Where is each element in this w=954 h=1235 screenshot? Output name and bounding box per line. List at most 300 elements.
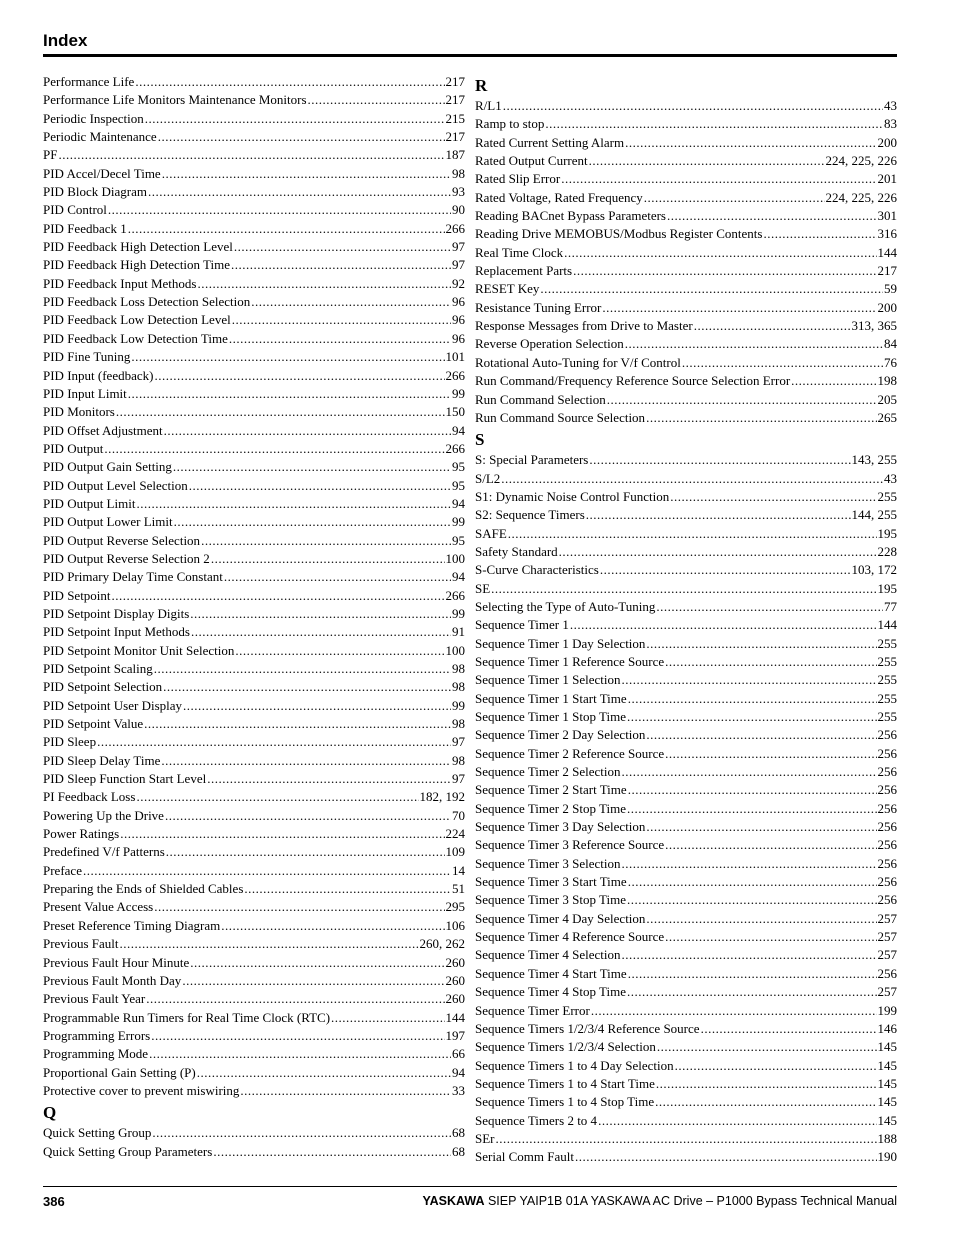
index-entry <box>43 917 465 935</box>
index-pages: 97 <box>452 771 465 787</box>
index-pages: 83 <box>884 116 897 132</box>
index-pages: 266 <box>445 220 465 236</box>
dot-leader <box>182 972 444 990</box>
index-term: PID Feedback High Detection Time <box>43 257 231 273</box>
index-term: Quick Setting Group Parameters <box>43 1143 213 1159</box>
index-pages: 103, 172 <box>851 562 897 578</box>
index-term: SE <box>475 580 491 596</box>
index-term: Safety Standard <box>475 543 558 559</box>
dot-leader <box>197 275 451 293</box>
index-entry <box>475 207 897 225</box>
index-pages: 96 <box>452 330 465 346</box>
index-entry <box>43 880 465 898</box>
dot-leader <box>148 183 451 201</box>
index-pages: 144, 255 <box>851 507 897 523</box>
index-entry <box>475 225 897 243</box>
index-entry <box>43 367 465 385</box>
dot-leader <box>104 440 444 458</box>
index-pages: 255 <box>877 488 897 504</box>
index-entry <box>475 317 897 335</box>
index-term: PI Feedback Loss <box>43 789 136 805</box>
index-pages: 224, 225, 226 <box>825 153 897 169</box>
index-entry <box>475 653 897 671</box>
index-pages: 99 <box>452 385 465 401</box>
index-term: Sequence Timer 1 Stop Time <box>475 709 626 724</box>
index-term: Periodic Inspection <box>43 110 144 126</box>
index-pages: 101 <box>445 349 465 365</box>
index-pages: 144 <box>877 617 897 633</box>
index-pages: 256 <box>877 837 897 853</box>
index-term: PID Input (feedback) <box>43 367 154 383</box>
index-pages: 76 <box>884 354 897 370</box>
index-pages: 14 <box>452 862 465 878</box>
index-term: PID Sleep Delay Time <box>43 752 161 768</box>
index-pages: 99 <box>452 605 465 621</box>
index-entry <box>43 293 465 311</box>
dot-leader <box>154 660 451 678</box>
index-term: PID Setpoint Monitor Unit Selection <box>43 642 235 658</box>
dot-leader <box>165 807 451 825</box>
index-pages: 256 <box>877 782 897 798</box>
index-entry <box>43 678 465 696</box>
index-entry <box>43 311 465 329</box>
index-pages: 256 <box>877 874 897 890</box>
dot-leader <box>173 458 451 476</box>
index-term: PID Monitors <box>43 404 115 420</box>
index-pages: 43 <box>884 470 897 486</box>
dot-leader <box>646 910 876 928</box>
index-pages: 145 <box>877 1057 897 1073</box>
index-pages: 70 <box>452 807 465 823</box>
index-term: PID Output Gain Setting <box>43 459 172 475</box>
index-entry <box>43 715 465 733</box>
footer-brand: YASKAWA <box>422 1194 485 1208</box>
index-term: Sequence Timers 1 to 4 Day Selection <box>475 1057 674 1073</box>
index-entry <box>43 440 465 458</box>
index-entry <box>475 708 897 726</box>
index-pages: 145 <box>877 1039 897 1055</box>
index-pages: 257 <box>877 947 897 963</box>
index-entries-p <box>43 73 465 1100</box>
dot-leader <box>665 653 876 671</box>
index-entry <box>43 954 465 972</box>
dot-leader <box>131 348 444 366</box>
dot-leader <box>682 354 883 372</box>
index-term: Sequence Timer 4 Selection <box>475 947 621 963</box>
index-term: PID Fine Tuning <box>43 349 131 365</box>
index-pages: 95 <box>452 459 465 475</box>
index-term: Predefined V/f Patterns <box>43 844 165 860</box>
index-entry <box>43 862 465 880</box>
index-term: Sequence Timer 1 Day Selection <box>475 635 646 651</box>
index-pages: 96 <box>452 294 465 310</box>
dot-leader <box>221 917 444 935</box>
index-entries-s <box>475 451 897 1166</box>
index-entry <box>475 818 897 836</box>
dot-leader <box>234 238 451 256</box>
index-pages: 66 <box>452 1046 465 1062</box>
index-pages: 266 <box>445 440 465 456</box>
index-term: Sequence Timer 2 Day Selection <box>475 727 646 743</box>
index-term: Run Command Selection <box>475 391 606 407</box>
index-term: Ramp to stop <box>475 116 545 132</box>
index-term: PID Setpoint User Display <box>43 697 183 713</box>
index-term: Programming Mode <box>43 1046 149 1062</box>
dot-leader <box>308 91 445 109</box>
index-column-right <box>475 73 897 1167</box>
index-term: PID Block Diagram <box>43 184 147 200</box>
dot-leader <box>622 855 877 873</box>
index-entry <box>475 372 897 390</box>
index-pages: 200 <box>877 299 897 315</box>
index-entry <box>475 598 897 616</box>
index-entry <box>43 330 465 348</box>
dot-leader <box>646 635 876 653</box>
dot-leader <box>151 1027 444 1045</box>
index-term: Rated Output Current <box>475 153 588 169</box>
index-entry <box>475 189 897 207</box>
index-pages: 256 <box>877 855 897 871</box>
index-pages: 255 <box>877 690 897 706</box>
index-pages: 217 <box>445 74 465 89</box>
index-entry <box>475 561 897 579</box>
index-term: PID Setpoint <box>43 587 111 603</box>
dot-leader <box>120 825 444 843</box>
dot-leader <box>646 726 876 744</box>
index-pages: 146 <box>877 1020 897 1036</box>
index-term: Sequence Timers 1/2/3/4 Selection <box>475 1039 656 1055</box>
index-term: PID Feedback 1 <box>43 220 127 236</box>
index-pages: 98 <box>452 752 465 768</box>
index-pages: 96 <box>452 312 465 328</box>
index-entry <box>43 733 465 751</box>
index-entry <box>43 458 465 476</box>
index-term: Protective cover to prevent miswiring <box>43 1082 240 1098</box>
index-entry <box>475 800 897 818</box>
index-entry <box>43 128 465 146</box>
dot-leader <box>144 715 451 733</box>
dot-leader <box>694 317 851 335</box>
index-entry <box>43 201 465 219</box>
footer-manual-title <box>422 1194 897 1208</box>
index-pages: 95 <box>452 477 465 493</box>
index-entry <box>475 409 897 427</box>
index-pages: 255 <box>877 709 897 724</box>
dot-leader <box>190 954 444 972</box>
dot-leader <box>58 146 444 164</box>
index-entry <box>475 1130 897 1148</box>
index-term: Previous Fault Year <box>43 991 146 1007</box>
index-pages: 266 <box>445 587 465 603</box>
index-term: PID Offset Adjustment <box>43 422 163 438</box>
dot-leader <box>128 220 445 238</box>
index-pages: 260 <box>445 972 465 988</box>
dot-leader <box>656 1075 877 1093</box>
index-term: PID Output <box>43 440 104 456</box>
index-entry <box>475 488 897 506</box>
index-entry <box>475 97 897 115</box>
index-pages: 201 <box>877 171 897 187</box>
index-pages: 68 <box>452 1143 465 1159</box>
index-entry <box>475 873 897 891</box>
dot-leader <box>627 983 877 1001</box>
dot-leader <box>136 788 418 806</box>
index-pages: 150 <box>445 404 465 420</box>
index-term: S/L2 <box>475 470 501 486</box>
index-term: Sequence Timer 2 Start Time <box>475 782 627 798</box>
dot-leader <box>625 335 883 353</box>
dot-leader <box>589 451 850 469</box>
index-entry <box>475 983 897 1001</box>
dot-leader <box>600 561 851 579</box>
index-entry <box>43 807 465 825</box>
dot-leader <box>667 207 877 225</box>
index-pages: 94 <box>452 1064 465 1080</box>
dot-leader <box>665 928 876 946</box>
index-pages: 200 <box>877 134 897 150</box>
index-term: SEr <box>475 1130 495 1146</box>
index-entry <box>43 788 465 806</box>
index-term: PID Setpoint Display Digits <box>43 605 190 621</box>
index-pages: 59 <box>884 281 897 297</box>
index-term: Replacement Parts <box>475 263 573 279</box>
index-pages: 106 <box>445 917 465 933</box>
index-pages: 195 <box>877 525 897 541</box>
index-entry <box>475 891 897 909</box>
index-entry <box>475 1057 897 1075</box>
index-term: Sequence Timer 4 Start Time <box>475 965 627 981</box>
index-entry <box>475 690 897 708</box>
dot-leader <box>152 1124 451 1142</box>
index-term: Sequence Timer 4 Stop Time <box>475 984 626 1000</box>
dot-leader <box>508 525 877 543</box>
index-entry <box>475 781 897 799</box>
index-pages: 313, 365 <box>851 318 897 334</box>
index-entry <box>475 354 897 372</box>
index-entry <box>43 605 465 623</box>
index-entry <box>43 1009 465 1027</box>
index-pages: 316 <box>877 226 897 242</box>
index-term: PID Output Lower Limit <box>43 514 173 530</box>
dot-leader <box>591 1002 877 1020</box>
index-term: Run Command/Frequency Reference Source Selection Error <box>475 373 791 389</box>
index-pages: 224, 225, 226 <box>825 189 897 205</box>
index-entry <box>43 146 465 164</box>
dot-leader <box>235 642 444 660</box>
index-pages: 257 <box>877 910 897 926</box>
index-term: S2: Sequence Timers <box>475 507 585 523</box>
index-term: Proportional Gain Setting (P) <box>43 1064 196 1080</box>
index-entry <box>475 1020 897 1038</box>
dot-leader <box>190 605 451 623</box>
index-term: Sequence Timers 2 to 4 <box>475 1112 598 1128</box>
index-entry <box>475 1112 897 1130</box>
index-entry <box>43 256 465 274</box>
index-term: Periodic Maintenance <box>43 129 157 145</box>
index-entry <box>43 568 465 586</box>
index-entry <box>475 170 897 188</box>
index-term: Sequence Timer 4 Reference Source <box>475 929 665 945</box>
index-pages: 95 <box>452 532 465 548</box>
index-entry <box>475 506 897 524</box>
index-term: PID Sleep Function Start Level <box>43 771 207 787</box>
index-pages: 143, 255 <box>851 452 897 468</box>
index-pages: 77 <box>884 598 897 614</box>
index-pages: 256 <box>877 745 897 761</box>
dot-leader <box>128 385 451 403</box>
dot-leader <box>564 244 876 262</box>
index-pages: 98 <box>452 679 465 695</box>
dot-leader <box>646 409 876 427</box>
index-entry <box>43 1124 465 1142</box>
dot-leader <box>183 697 451 715</box>
index-term: Sequence Timer 1 <box>475 617 569 633</box>
dot-leader <box>628 873 877 891</box>
dot-leader <box>791 372 876 390</box>
index-entry <box>475 616 897 634</box>
index-term: Performance Life <box>43 74 135 89</box>
index-term: Sequence Timers 1 to 4 Start Time <box>475 1075 655 1091</box>
dot-leader <box>625 134 876 152</box>
index-entry <box>475 836 897 854</box>
dot-leader <box>145 110 445 128</box>
dot-leader <box>158 128 445 146</box>
index-term: Rated Slip Error <box>475 171 561 187</box>
index-term: PID Output Level Selection <box>43 477 188 493</box>
dot-leader <box>207 770 451 788</box>
index-entries-r <box>475 97 897 427</box>
dot-leader <box>628 965 877 983</box>
dot-leader <box>491 580 876 598</box>
index-entry <box>475 335 897 353</box>
index-term: Rotational Auto-Tuning for V/f Control <box>475 354 681 370</box>
index-pages: 94 <box>452 422 465 438</box>
index-term: Programming Errors <box>43 1027 151 1043</box>
index-entry <box>43 1143 465 1161</box>
index-pages: 295 <box>445 899 465 915</box>
dot-leader <box>112 587 445 605</box>
index-entry <box>475 1093 897 1111</box>
dot-leader <box>116 403 445 421</box>
index-pages: 145 <box>877 1075 897 1091</box>
dot-leader <box>149 1045 451 1063</box>
dot-leader <box>161 752 451 770</box>
dot-leader <box>602 299 876 317</box>
dot-leader <box>622 946 877 964</box>
index-entry <box>475 451 897 469</box>
index-entry <box>475 1075 897 1093</box>
index-pages: 257 <box>877 984 897 1000</box>
index-pages: 217 <box>445 129 465 145</box>
index-entry <box>43 165 465 183</box>
page-number: 386 <box>43 1194 65 1209</box>
index-entries-q <box>43 1124 465 1161</box>
index-term: PID Feedback Low Detection Time <box>43 330 228 346</box>
index-term: S: Special Parameters <box>475 452 589 468</box>
dot-leader <box>211 550 445 568</box>
index-pages: 255 <box>877 653 897 669</box>
dot-leader <box>231 256 451 274</box>
section-letter-q: Q <box>43 1103 57 1123</box>
dot-leader <box>628 690 877 708</box>
index-term: PID Setpoint Scaling <box>43 661 153 676</box>
index-pages: 265 <box>877 409 897 425</box>
index-entry <box>43 110 465 128</box>
dot-leader <box>644 189 825 207</box>
dot-leader <box>503 97 883 115</box>
index-term: PID Accel/Decel Time <box>43 165 161 181</box>
index-entry <box>43 825 465 843</box>
dot-leader <box>135 73 444 91</box>
dot-leader <box>164 422 451 440</box>
index-pages: 98 <box>452 661 465 676</box>
dot-leader <box>191 623 451 641</box>
index-term: Programmable Run Timers for Real Time Clock (RTC) <box>43 1009 331 1025</box>
index-pages: 217 <box>445 92 465 108</box>
index-term: PID Setpoint Selection <box>43 679 163 695</box>
dot-leader <box>224 568 451 586</box>
dot-leader <box>570 616 877 634</box>
index-pages: 145 <box>877 1112 897 1128</box>
index-pages: 260 <box>445 991 465 1007</box>
index-pages: 197 <box>445 1027 465 1043</box>
index-entry <box>43 477 465 495</box>
index-term: Sequence Timer 4 Day Selection <box>475 910 646 926</box>
index-entry <box>475 244 897 262</box>
index-entry <box>475 1038 897 1056</box>
index-term: PID Feedback Low Detection Level <box>43 312 231 328</box>
index-pages: 94 <box>452 569 465 585</box>
dot-leader <box>108 201 451 219</box>
index-entry <box>43 898 465 916</box>
index-pages: 109 <box>445 844 465 860</box>
index-term: PID Setpoint Value <box>43 716 144 732</box>
dot-leader <box>540 280 883 298</box>
index-entry <box>43 275 465 293</box>
dot-leader <box>232 311 451 329</box>
index-entry <box>475 726 897 744</box>
dot-leader <box>136 495 451 513</box>
index-pages: 190 <box>877 1149 897 1165</box>
index-entry <box>475 928 897 946</box>
dot-leader <box>559 543 877 561</box>
index-entry <box>475 543 897 561</box>
index-pages: 92 <box>452 275 465 291</box>
dot-leader <box>251 293 451 311</box>
index-entry <box>43 495 465 513</box>
dot-leader <box>598 1112 876 1130</box>
index-term: Performance Life Monitors Maintenance Monitors <box>43 92 307 108</box>
index-term: SAFE <box>475 525 507 541</box>
index-entry <box>43 73 465 91</box>
index-term: Preparing the Ends of Shielded Cables <box>43 881 244 897</box>
index-term: Previous Fault Hour Minute <box>43 954 190 970</box>
dot-leader <box>589 152 825 170</box>
index-entry <box>475 671 897 689</box>
index-pages: 100 <box>445 642 465 658</box>
index-pages: 94 <box>452 495 465 511</box>
index-term: Preface <box>43 862 82 878</box>
dot-leader <box>174 513 451 531</box>
index-entry <box>43 513 465 531</box>
index-entry <box>475 635 897 653</box>
dot-leader <box>627 800 877 818</box>
dot-leader <box>162 165 451 183</box>
index-term: PID Output Limit <box>43 495 136 511</box>
index-term: Previous Fault <box>43 936 119 952</box>
index-pages: 256 <box>877 727 897 743</box>
dot-leader <box>627 891 877 909</box>
